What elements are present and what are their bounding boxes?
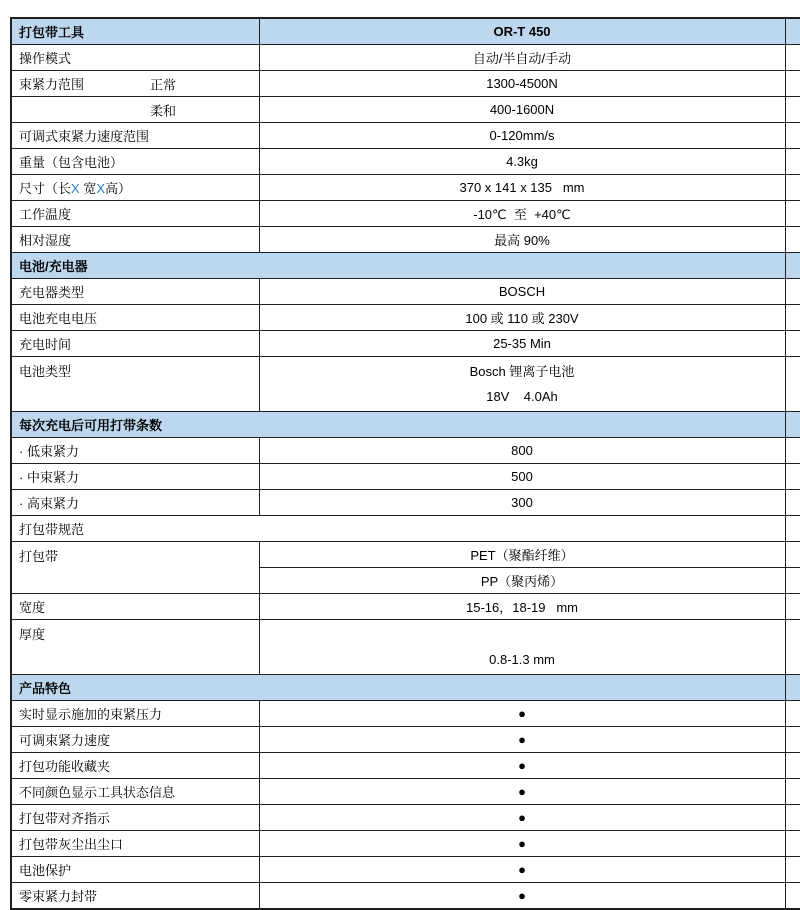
feature-value-cell: [259, 753, 785, 779]
cropped-edge-column: [785, 805, 800, 831]
feature-dot-icon: ●: [518, 810, 526, 825]
spec-row: [11, 123, 800, 149]
label-text: 打包带对齐指示: [19, 811, 111, 826]
spec-value-cell: 4.3kg: [259, 149, 785, 175]
spec-value-cell: 15-16，18-19 mm: [259, 594, 785, 620]
feature-dot-icon: ●: [518, 784, 526, 799]
cropped-edge-column: [785, 175, 800, 201]
label-text: 实时显示施加的束紧压力: [19, 707, 163, 722]
cropped-edge-column: [785, 883, 800, 910]
spec-label-cell: [11, 594, 259, 620]
cropped-edge-column: [785, 149, 800, 175]
cropped-edge-column: [785, 568, 800, 594]
spec-row: [11, 594, 800, 620]
spec-sheet: [10, 17, 800, 910]
cropped-edge-column: [785, 438, 800, 464]
spec-label-cell: [11, 831, 259, 857]
feature-value-cell: [259, 805, 785, 831]
cropped-edge-column: [785, 97, 800, 123]
label-text: 打包带灰尘出尘口: [19, 837, 124, 852]
section-header-row: [11, 675, 800, 701]
title-row: [11, 18, 800, 45]
label-text: 电池充电电压: [19, 311, 98, 326]
spec-label-cell: [11, 727, 259, 753]
spec-value-cell: 300: [259, 490, 785, 516]
spec-row: [11, 175, 800, 201]
label-text: 打包带工具: [19, 25, 85, 40]
spec-row: [11, 305, 800, 331]
spec-value-cell: 370 x 141 x 135 mm: [259, 175, 785, 201]
spec-row: [11, 805, 800, 831]
cropped-edge-column: [785, 727, 800, 753]
value-line: 18V 4.0Ah: [486, 389, 558, 404]
value-line: [267, 622, 778, 647]
spec-label-cell: [11, 883, 259, 910]
feature-value-cell: [259, 883, 785, 910]
cropped-edge-column: [785, 831, 800, 857]
spec-row: [11, 831, 800, 857]
spec-row: [11, 201, 800, 227]
feature-value-cell: [259, 727, 785, 753]
spec-value-cell: 500: [259, 464, 785, 490]
spec-label-cell: [11, 123, 259, 149]
label-text: 宽: [79, 181, 97, 196]
spec-row: [11, 464, 800, 490]
cropped-edge-column: [785, 123, 800, 149]
cropped-edge-column: [785, 305, 800, 331]
cropped-edge-column: [785, 594, 800, 620]
label-text: 束紧力范围: [19, 77, 85, 92]
section-title: 产品特色: [11, 675, 785, 701]
spec-value-cell: [259, 620, 785, 675]
label-text: 工作温度: [19, 207, 72, 222]
spec-label-cell: [11, 542, 259, 594]
sub-label: 柔和: [150, 103, 177, 118]
label-text: 充电时间: [19, 337, 72, 352]
spec-label-cell: [11, 805, 259, 831]
spec-row: [11, 331, 800, 357]
label-text: 电池类型: [19, 364, 72, 379]
spec-value-cell: -10℃ 至 +40℃: [259, 201, 785, 227]
cropped-edge-column: [785, 701, 800, 727]
spec-value-cell: 25-35 Min: [259, 331, 785, 357]
label-text: 可调束紧力速度: [19, 733, 111, 748]
feature-value-cell: [259, 779, 785, 805]
spec-label-cell: [11, 305, 259, 331]
cropped-edge-column: [785, 620, 800, 675]
spec-value-cell: PP（聚丙烯）: [259, 568, 785, 594]
spec-row: [11, 701, 800, 727]
spec-row: [11, 357, 800, 412]
feature-value-cell: [259, 857, 785, 883]
value-line: Bosch 锂离子电池: [469, 364, 575, 379]
spec-row: [11, 97, 800, 123]
spec-value-cell: 1300-4500N: [259, 71, 785, 97]
spec-value-cell: 400-1600N: [259, 97, 785, 123]
spec-label-cell: [11, 201, 259, 227]
spec-row: [11, 45, 800, 71]
feature-dot-icon: ●: [518, 836, 526, 851]
cropped-edge-column: [785, 753, 800, 779]
value-line: 0.8-1.3 mm: [489, 652, 555, 667]
spec-label-cell: [11, 753, 259, 779]
spec-label-cell: [11, 857, 259, 883]
spec-label-cell: [11, 490, 259, 516]
cropped-edge-column: [785, 412, 800, 438]
feature-dot-icon: ●: [518, 732, 526, 747]
spec-row: [11, 727, 800, 753]
label-text: 充电器类型: [19, 285, 85, 300]
cropped-edge-column: [785, 253, 800, 279]
label-text: 尺寸（长: [19, 181, 72, 196]
spec-label-cell: [11, 701, 259, 727]
spec-label-cell: [11, 175, 259, 201]
label-text: 不同颜色显示工具状态信息: [19, 785, 176, 800]
cropped-edge-column: [785, 201, 800, 227]
label-text: · 中束紧力: [19, 470, 79, 485]
spec-label-cell: [11, 149, 259, 175]
spec-row: [11, 857, 800, 883]
spec-value-cell: 自动/半自动/手动: [259, 45, 785, 71]
spec-row: [11, 542, 800, 568]
cropped-edge-column: [785, 490, 800, 516]
spec-value-cell: OR-T 450: [259, 18, 785, 45]
spec-label-cell: [11, 97, 259, 123]
spec-row: [11, 438, 800, 464]
spec-row: [11, 71, 800, 97]
label-text: 打包功能收藏夹: [19, 759, 111, 774]
spec-table-body: [11, 18, 800, 909]
feature-dot-icon: ●: [518, 862, 526, 877]
cropped-edge-column: [785, 675, 800, 701]
feature-value-cell: [259, 831, 785, 857]
section-title: 电池/充电器: [11, 253, 785, 279]
label-text: 宽度: [19, 600, 46, 615]
spec-label-cell: [11, 18, 259, 45]
section-header-row: [11, 253, 800, 279]
section-header-row: [11, 412, 800, 438]
spec-row: [11, 620, 800, 675]
feature-dot-icon: ●: [518, 758, 526, 773]
cropped-edge-column: [785, 279, 800, 305]
label-text: · 高束紧力: [19, 496, 79, 511]
label-text: 操作模式: [19, 51, 72, 66]
spec-label-cell: [11, 357, 259, 412]
cropped-edge-column: [785, 464, 800, 490]
sub-label: 正常: [150, 77, 177, 92]
label-text: 电池保护: [19, 863, 72, 878]
cropped-edge-column: [785, 516, 800, 542]
spec-value-cell: 100 或 110 或 230V: [259, 305, 785, 331]
spec-row: [11, 279, 800, 305]
spec-row: [11, 490, 800, 516]
cropped-edge-column: [785, 45, 800, 71]
label-text: 厚度: [19, 627, 46, 642]
cropped-edge-column: [785, 18, 800, 45]
subsection-title: 打包带规范: [11, 516, 785, 542]
spec-label-cell: [11, 464, 259, 490]
spec-row: [11, 753, 800, 779]
spec-value-cell: 800: [259, 438, 785, 464]
spec-label-cell: [11, 71, 259, 97]
label-text: 可调式束紧力速度范围: [19, 129, 150, 144]
label-text: 相对湿度: [19, 233, 72, 248]
spec-value-cell: 最高 90%: [259, 227, 785, 253]
label-text: 打包带: [19, 549, 59, 564]
section-title: 每次充电后可用打带条数: [11, 412, 785, 438]
spec-row: [11, 779, 800, 805]
spec-value-cell: PET（聚酯纤维）: [259, 542, 785, 568]
cropped-edge-column: [785, 542, 800, 568]
label-text: 高）: [104, 181, 131, 196]
dimension-x-accent: X: [96, 181, 105, 196]
spec-label-cell: [11, 779, 259, 805]
cropped-edge-column: [785, 779, 800, 805]
spec-row: [11, 883, 800, 910]
spec-value-cell: [259, 357, 785, 412]
spec-label-cell: [11, 620, 259, 675]
spec-label-cell: [11, 227, 259, 253]
spec-row: [11, 227, 800, 253]
spec-label-cell: [11, 438, 259, 464]
spec-label-cell: [11, 279, 259, 305]
cropped-edge-column: [785, 71, 800, 97]
cropped-edge-column: [785, 331, 800, 357]
spec-value-cell: 0-120mm/s: [259, 123, 785, 149]
dimension-x-accent: X: [71, 181, 80, 196]
spec-row: [11, 149, 800, 175]
cropped-edge-column: [785, 227, 800, 253]
label-text: · 低束紧力: [19, 444, 79, 459]
spec-value-cell: BOSCH: [259, 279, 785, 305]
label-text: 重量（包含电池）: [19, 155, 124, 170]
feature-dot-icon: ●: [518, 706, 526, 721]
label-text: 零束紧力封带: [19, 889, 98, 904]
spec-table: [10, 17, 800, 910]
spec-label-cell: [11, 331, 259, 357]
feature-dot-icon: ●: [518, 888, 526, 903]
cropped-edge-column: [785, 357, 800, 412]
feature-value-cell: [259, 701, 785, 727]
spec-label-cell: [11, 45, 259, 71]
subsection-row: [11, 516, 800, 542]
cropped-edge-column: [785, 857, 800, 883]
